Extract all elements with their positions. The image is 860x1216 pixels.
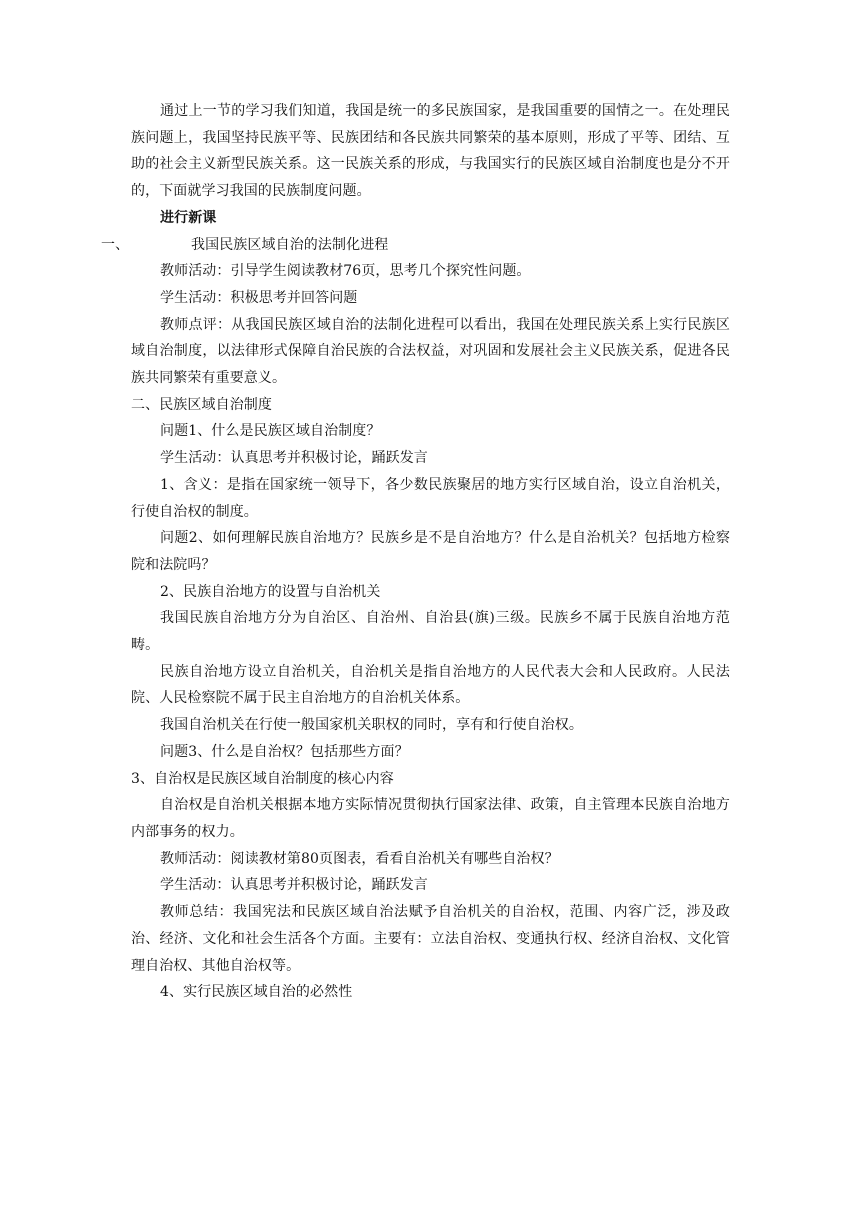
section-2-heading: 二、民族区域自治制度 (131, 396, 272, 413)
student-activity-1: 学生活动：积极思考并回答问题 (160, 289, 358, 306)
question-1: 问题1、什么是民族区域自治制度？ (160, 423, 381, 440)
point-1-definition: 1、含义：是指在国家统一领导下，各少数民族聚居的地方实行区域自治，设立自治机关，行使自治权的制度。 (131, 476, 730, 520)
intro-paragraph: 通过上一节的学习我们知道，我国是统一的多民族国家，是我国重要的国情之一。在处理民族问题上，我国坚持民族平等、民族团结和各民族共同繁荣的基本原则，形成了平等、团结、互助的社会主义新型民族关系。这一民族关系的形成，与我国实行的民族区域自治制度也是分不开的，下面就学习我国的民族制度问题。 (131, 103, 730, 200)
teacher-activity-2: 教师活动：阅读教材第80页图表，看看自治机关有哪些自治权？ (160, 850, 559, 867)
point-2-paragraph: 我国自治机关在行使一般国家机关职权的同时，享有和行使自治权。 (160, 717, 583, 734)
point-2-paragraph: 我国民族自治地方分为自治区、自治州、自治县(旗)三级。民族乡不属于民族自治地方范畴。 (131, 610, 730, 654)
student-activity-3: 学生活动：认真思考并积极讨论，踊跃发言 (160, 877, 428, 894)
point-2-heading: 2、民族自治地方的设置与自治机关 (160, 583, 381, 600)
section-1-title: 我国民族区域自治的法制化进程 (191, 236, 389, 253)
question-3: 问题3、什么是自治权？包括那些方面？ (160, 743, 409, 760)
lesson-plan-body (101, 98, 730, 1006)
question-2: 问题2、如何理解民族自治地方？民族乡是不是自治地方？什么是自治机关？包括地方检察院和法院吗？ (131, 530, 730, 573)
point-4-heading: 4、实行民族区域自治的必然性 (160, 984, 353, 1001)
section-1-heading (101, 232, 730, 259)
new-lesson-heading: 进行新课 (160, 209, 217, 226)
point-2-paragraph: 民族自治地方设立自治机关，自治机关是指自治地方的人民代表大会和人民政府。人民法院、人民检察院不属于民主自治地方的自治机关体系。 (131, 663, 730, 707)
teacher-summary: 教师总结：我国宪法和民族区域自治法赋予自治机关的自治权，范围、内容广泛，涉及政治、经济、文化和社会生活各个方面。主要有：立法自治权、变通执行权、经济自治权、文化管理自治权、其他自治权等。 (131, 904, 730, 974)
student-activity-2: 学生活动：认真思考并积极讨论，踊跃发言 (160, 450, 428, 467)
point-3-heading: 3、自治权是民族区域自治制度的核心内容 (131, 770, 394, 787)
teacher-activity-1: 教师活动：引导学生阅读教材76页，思考几个探究性问题。 (160, 263, 531, 280)
teacher-comment-1: 教师点评：从我国民族区域自治的法制化进程可以看出，我国在处理民族关系上实行民族区域自治制度，以法律形式保障自治民族的合法权益，对巩固和发展社会主义民族关系，促进各民族共同繁荣有重要意义。 (131, 316, 730, 387)
point-3-paragraph: 自治权是自治机关根据本地方实际情况贯彻执行国家法律、政策，自主管理本民族自治地方内部事务的权力。 (131, 797, 730, 840)
section-1-number: 一、 (101, 236, 130, 253)
